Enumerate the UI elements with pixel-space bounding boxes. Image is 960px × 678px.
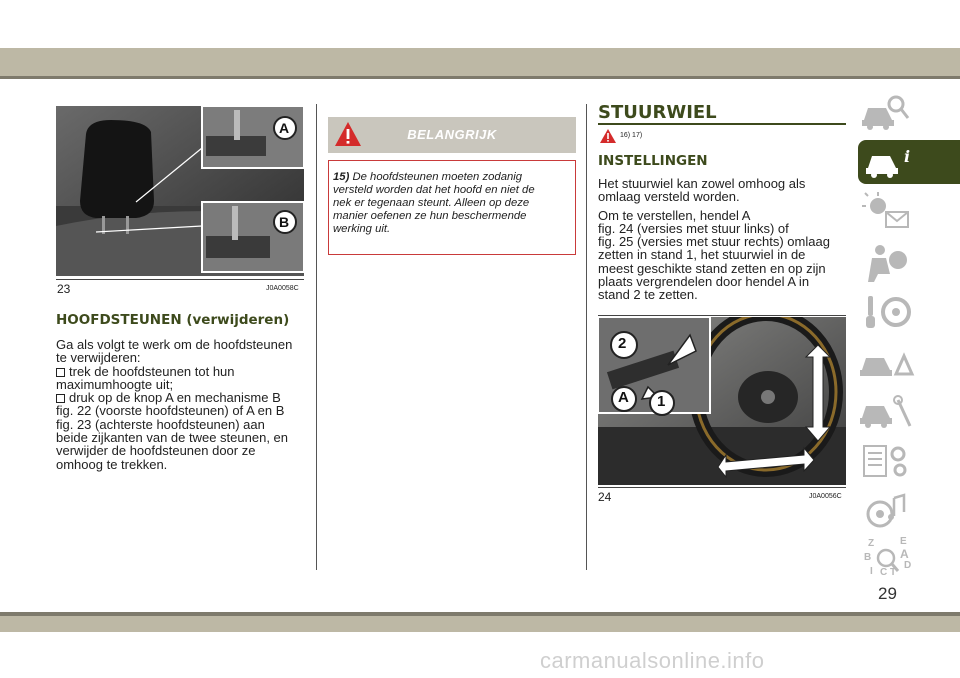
svg-text:i: i [904, 147, 911, 166]
bottom-band [0, 616, 960, 632]
intro-line: te verwijderen: [56, 350, 141, 366]
figure-number: 24 [598, 490, 612, 504]
headrest-photo [56, 106, 304, 276]
figure-rule [56, 279, 304, 280]
tab-maintenance[interactable] [858, 390, 960, 434]
headrests-body [56, 338, 312, 471]
callout-a: A [618, 389, 629, 406]
tab-car-info[interactable] [858, 140, 960, 184]
bullet-line: beide zijkanten van de twee steunen, en [56, 430, 289, 446]
tab-technical-specs[interactable] [858, 440, 960, 484]
tab-multimedia[interactable] [858, 490, 960, 534]
figure-top-rule [598, 315, 846, 316]
tab-emergency[interactable] [858, 340, 960, 384]
warning-header [328, 117, 576, 153]
tab-index[interactable] [858, 534, 960, 580]
index-letter: C [880, 567, 888, 578]
checkbox-bullet-icon [56, 394, 65, 403]
warning-title: BELANGRIJK [407, 127, 497, 142]
note-number: 15) [333, 171, 350, 183]
callout-b: B [279, 214, 290, 230]
airbag-seat-icon [858, 240, 918, 284]
figure-code: J0A0058C [266, 285, 299, 292]
steering-wheel-photo [598, 317, 846, 485]
figure-code: J0A0056C [809, 493, 842, 500]
intro-line: Ga als volgt te werk om de hoofdsteunen [56, 337, 293, 352]
callout-1: 1 [657, 393, 666, 410]
tab-car-search[interactable] [858, 90, 960, 134]
warning-note-text: 15) De hoofdsteunen moeten zodanig versteld worden dat het hoofd en niet de nek er tegenaan steunt. Alleen op deze manier oefenen ze hun beschermende werking uit. [333, 171, 535, 235]
tab-warning-lights[interactable] [858, 190, 960, 234]
car-breakdown-icon [858, 340, 918, 384]
specs-gear-icon [858, 440, 918, 484]
warning-note [328, 160, 576, 255]
steering-body: Het stuurwiel kan zowel omhoog als omlaag versteld worden. Om te verstellen, hendel A fig. 24 (versies met stuur links) of fig. 25 (versies met stuur rechts) omlaag zetten in stand 1, het stuurwiel in de meest geschikte stand zetten en op zijn plaats vergrendelen door hendel A in stand 2 te zetten. [598, 177, 854, 302]
index-letter: T [890, 567, 897, 578]
tab-safety[interactable] [858, 240, 960, 284]
warning-triangle-icon [599, 128, 617, 144]
callout-2: 2 [618, 335, 627, 352]
car-info-icon [858, 140, 918, 184]
subheading-settings: INSTELLINGEN [598, 153, 708, 169]
index-letter: Z [868, 538, 875, 549]
column-divider-right [586, 104, 587, 570]
watermark: carmanualsonline.info [540, 648, 765, 673]
heading-rule [598, 123, 846, 125]
figure-rule [598, 487, 846, 488]
index-letter: A [900, 547, 909, 561]
bullet-line: maximumhoogte uit; [56, 376, 174, 392]
bullet-line: fig. 23 (achterste hoofdsteunen) aan [56, 416, 265, 432]
section-heading-steering-wheel: STUURWIEL [598, 102, 717, 123]
note-references: 16) 17) [620, 132, 643, 139]
bullet-item: druk op de knop A en mechanisme B [56, 391, 312, 404]
index-letter: B [864, 552, 872, 563]
warning-light-message-icon [858, 190, 918, 234]
bullet-item: trek de hoofdsteunen tot hun [56, 365, 312, 378]
bullet-line: fig. 22 (voorste hoofdsteunen) of A en B [56, 403, 285, 419]
page-number: 29 [878, 584, 897, 603]
paragraph: Het stuurwiel kan zowel omhoog als omlaag versteld worden. [598, 176, 806, 205]
tab-starting-driving[interactable] [858, 290, 960, 334]
multimedia-icon [858, 490, 918, 534]
index-letter: D [904, 560, 912, 571]
column-divider-left [316, 104, 317, 570]
key-steering-wheel-icon [858, 290, 918, 334]
car-service-icon [858, 390, 918, 434]
section-heading-headrests: HOOFDSTEUNEN (verwijderen) [56, 312, 290, 328]
checkbox-bullet-icon [56, 368, 65, 377]
top-band-line [0, 76, 960, 79]
callout-a: A [279, 120, 290, 136]
car-search-icon [858, 90, 918, 134]
bullet-line: verwijder de hoofdsteunen door ze [56, 443, 256, 459]
index-letter: I [870, 566, 873, 577]
figure-number: 23 [57, 282, 71, 296]
index-letter: E [900, 536, 907, 547]
top-band [0, 48, 960, 76]
bullet-line: omhoog te trekken. [56, 456, 168, 472]
